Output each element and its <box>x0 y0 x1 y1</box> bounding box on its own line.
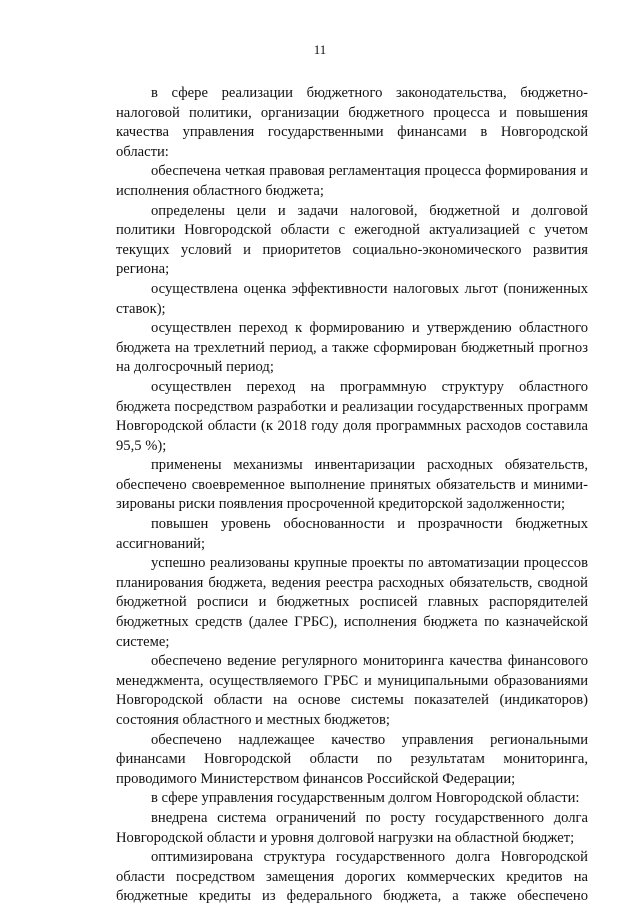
paragraph-budget-sphere-intro: в сфере реализации бюджетного законодательства, бюджетно-налоговой политики, организации бюджетного процесса и повышения качества управления государственными финансами в Новгородской области: <box>116 85 588 160</box>
paragraph-financial-monitoring: обеспечено ведение регулярного мониторинга качества финансового менеджмента, осуществляемого ГРБС и муниципальными образованиями Новгородской области на основе системы показателей (индикаторов) состояния областного и местных бюджетов; <box>116 653 588 728</box>
paragraph-three-year-budget: осуществлен переход к формированию и утверждению областного бюджета на трехлетний период, а также сформирован бюджетный прогноз на долгосрочный период; <box>116 320 588 376</box>
paragraph-automation-projects: успешно реализованы крупные проекты по автоматизации процессов планирования бюджета, ведения реестра расходных обязательств, сводной бюджетной росписи и бюджетных росписей главных распорядителей бюджетных средств (далее ГРБС), исполнения бюджета по казначейской системе; <box>116 555 588 650</box>
paragraph-obligations-inventory: применены механизмы инвентаризации расходных обязательств, обеспечено своевременное выполнение принятых обязательств и минимизированы риски появления просроченной кредиторской задолженности; <box>116 457 588 513</box>
paragraph-tax-benefits: осуществлена оценка эффективности налоговых льгот (пониженных ставок); <box>116 280 588 317</box>
document-body <box>116 84 588 907</box>
paragraph-debt-structure: оптимизирована структура государственного долга Новгородской области посредством замещения дорогих коммерческих кредитов на бюджетные кредиты из федерального бюджета, а также обеспечено <box>116 849 588 905</box>
paragraph-debt-limits: внедрена система ограничений по росту государственного долга Новгородской области и уровня долговой нагрузки на областной бюджет; <box>116 809 588 846</box>
page-number: 11 <box>313 42 327 57</box>
paragraph-legal-regulation: обеспечена четкая правовая регламентация процесса формирования и исполнения областного бюджета; <box>116 163 588 199</box>
paragraph-finance-quality: обеспечено надлежащее качество управления региональными финансами Новгородской области по результатам мониторинга, проводимого Министерством финансов Российской Федерации; <box>116 731 588 787</box>
paragraph-budget-transparency: повышен уровень обоснованности и прозрачности бюджетных ассигнований; <box>116 516 588 552</box>
paragraph-debt-sphere-intro: в сфере управления государственным долгом Новгородской области: <box>151 790 580 807</box>
paragraph-program-structure: осуществлен переход на программную структуру областного бюджета посредством разработки и реализации государственных программ Новгородской области (к 2018 году доля программных расходов составила 95,5 %); <box>116 378 588 454</box>
paragraph-policy-goals: определены цели и задачи налоговой, бюджетной и долговой политики Новгородской области с ежегодной актуализацией с учетом текущих условий и приоритетов социально-экономического развития региона; <box>116 202 588 278</box>
